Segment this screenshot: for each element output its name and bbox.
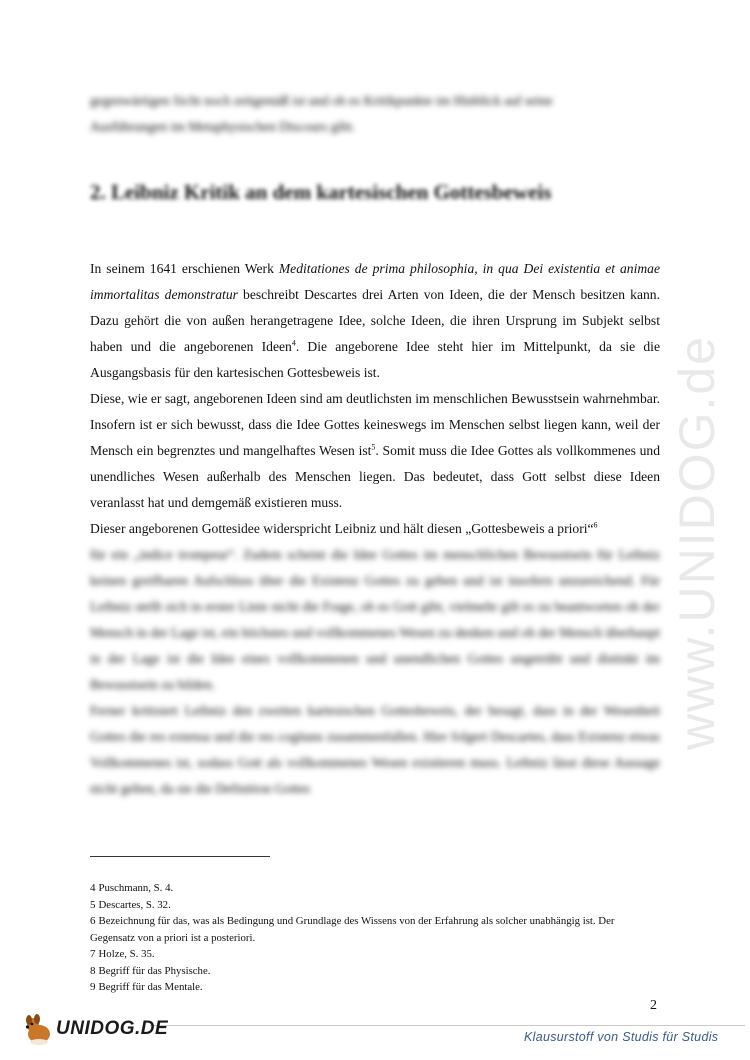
unidog-logo[interactable]: [22, 1012, 169, 1048]
logo-text: UNIDOG.DE: [56, 1018, 169, 1039]
watermark-text: www.UNIDOG.de: [669, 335, 725, 750]
footnote-divider: [90, 856, 270, 857]
footnote-ref[interactable]: 6: [593, 520, 598, 530]
footnote-number: 8: [90, 964, 96, 977]
footnote: [90, 913, 650, 946]
footnote-text: Puschmann, S. 4.: [98, 882, 174, 894]
dog-icon: [22, 1014, 56, 1048]
footnote: [90, 897, 650, 914]
footnote-text: Begriff für das Physische.: [98, 964, 211, 977]
footnote: [90, 946, 650, 963]
footnote-text: Begriff für das Mentale.: [98, 981, 203, 993]
footnote-number: 6: [90, 915, 96, 927]
text-span: In seinem 1641 erschienen Werk: [90, 261, 279, 276]
text-span: Dieser angeborenen Gottesidee widerspricht Leibniz und hält diesen „Gottesbeweis a priori“: [90, 521, 594, 536]
footnote-text: Descartes, S. 32.: [98, 898, 171, 911]
footer-tagline: Klausurstoff von Studis für Studis: [524, 1030, 719, 1044]
text-span: Diese, wie er sagt, angeborenen Ideen sind am deutlichsten im menschlichen Bewusstsein wahrnehmbar. Insofern ist er sich bewusst, dass die Idee Gottes keineswegs im Menschen selbst liegen kann, weil der Mensch ein begrenztes und mangelhaftes Wesen ist: [90, 391, 660, 458]
work-title: Meditationes de prima philosophia, in qua Dei existentia et animae immortalitas demonstratur: [90, 261, 661, 302]
paragraph: [90, 516, 660, 542]
footnote-number: 4: [90, 882, 96, 894]
section-heading: 2. Leibniz Kritik an dem kartesischen Gottesbeweis: [90, 180, 552, 204]
text-span: . Die angeborene Idee steht hier im Mittelpunkt, da sie die Ausgangsbasis für den kartesischen Gottesbeweis ist.: [90, 339, 660, 380]
paragraph: [90, 256, 660, 386]
footnote-number: 7: [90, 948, 96, 960]
footer-divider: [150, 1025, 745, 1026]
blurred-intro-line: Ausführungen im Metaphysischen Discours gibt.: [90, 119, 356, 134]
page-number: 2: [650, 998, 657, 1013]
footnote-text: Holze, S. 35.: [98, 948, 155, 960]
footnote-ref[interactable]: 5: [371, 442, 376, 452]
body-text: [90, 256, 660, 802]
footnote-text: Bezeichnung für das, was als Bedingung und Grundlage des Wissens von der Erfahrung als solcher unabhängig ist. Der Gegensatz von a priori ist a posteriori.: [90, 915, 615, 944]
blurred-intro: [90, 88, 660, 140]
footnote-number: 9: [90, 981, 96, 993]
footnote-ref[interactable]: 4: [291, 338, 296, 348]
footnote: [90, 880, 650, 897]
blurred-paragraph: Ferner kritisiert Leibniz den zweiten kartesischen Gottesbeweis, der besagt, dass in der Wesenheit Gottes die res extensa und die res cogitans zusammenfallen. Hier folgert Descartes, dass Existenz etwas Vollkommenes ist, sodass Gott als vollkommenes Wesen existieren muss. Leibniz lässt diese Aussage nicht gelten, da sie die Definition Gottes: [90, 703, 660, 796]
text-span: . Somit muss die Idee Gottes als vollkommenes und unendliches Wesen außerhalb des Menschen liegen. Das bedeutet, dass Gott selbst diese Ideen veranlasst hat und demgemäß existieren muss.: [90, 443, 661, 510]
footnote-number: 5: [90, 898, 96, 911]
footnotes: [90, 880, 650, 996]
text-span: beschreibt Descartes drei Arten von Ideen, die der Mensch besitzen kann. Dazu gehört die von außen herangetragene Idee, solche Ideen, die ihren Ursprung im Subjekt selbst haben und die angeborenen Ideen: [90, 287, 660, 354]
blurred-intro-line: gegenwärtigen Sicht noch zeitgemäß ist und ob es Kritikpunkte im Hinblick auf seine: [90, 93, 553, 108]
blurred-paragraph: für ein „indice trompeur“. Zudem scheint die Idee Gottes im menschlichen Bewusstsein für Leibniz keinen greifbaren Aufschluss über die Existenz Gottes zu geben und ist insofern unzureichend. Für Leibniz stellt sich in erster Linie nicht die Frage, ob es Gott gibt, vielmehr gilt es zu beantworten ob der Mensch in der Lage ist, ein höchstes und vollkommenes Wesen zu denken und ob der Mensch überhaupt in der Lage ist die Idee eines vollkommenen und unendlichen Gottes ungetrübt und distinkt im Bewusstsein zu bilden.: [90, 547, 660, 692]
footnote: [90, 963, 650, 980]
footnote: [90, 979, 650, 996]
paragraph: [90, 386, 660, 516]
